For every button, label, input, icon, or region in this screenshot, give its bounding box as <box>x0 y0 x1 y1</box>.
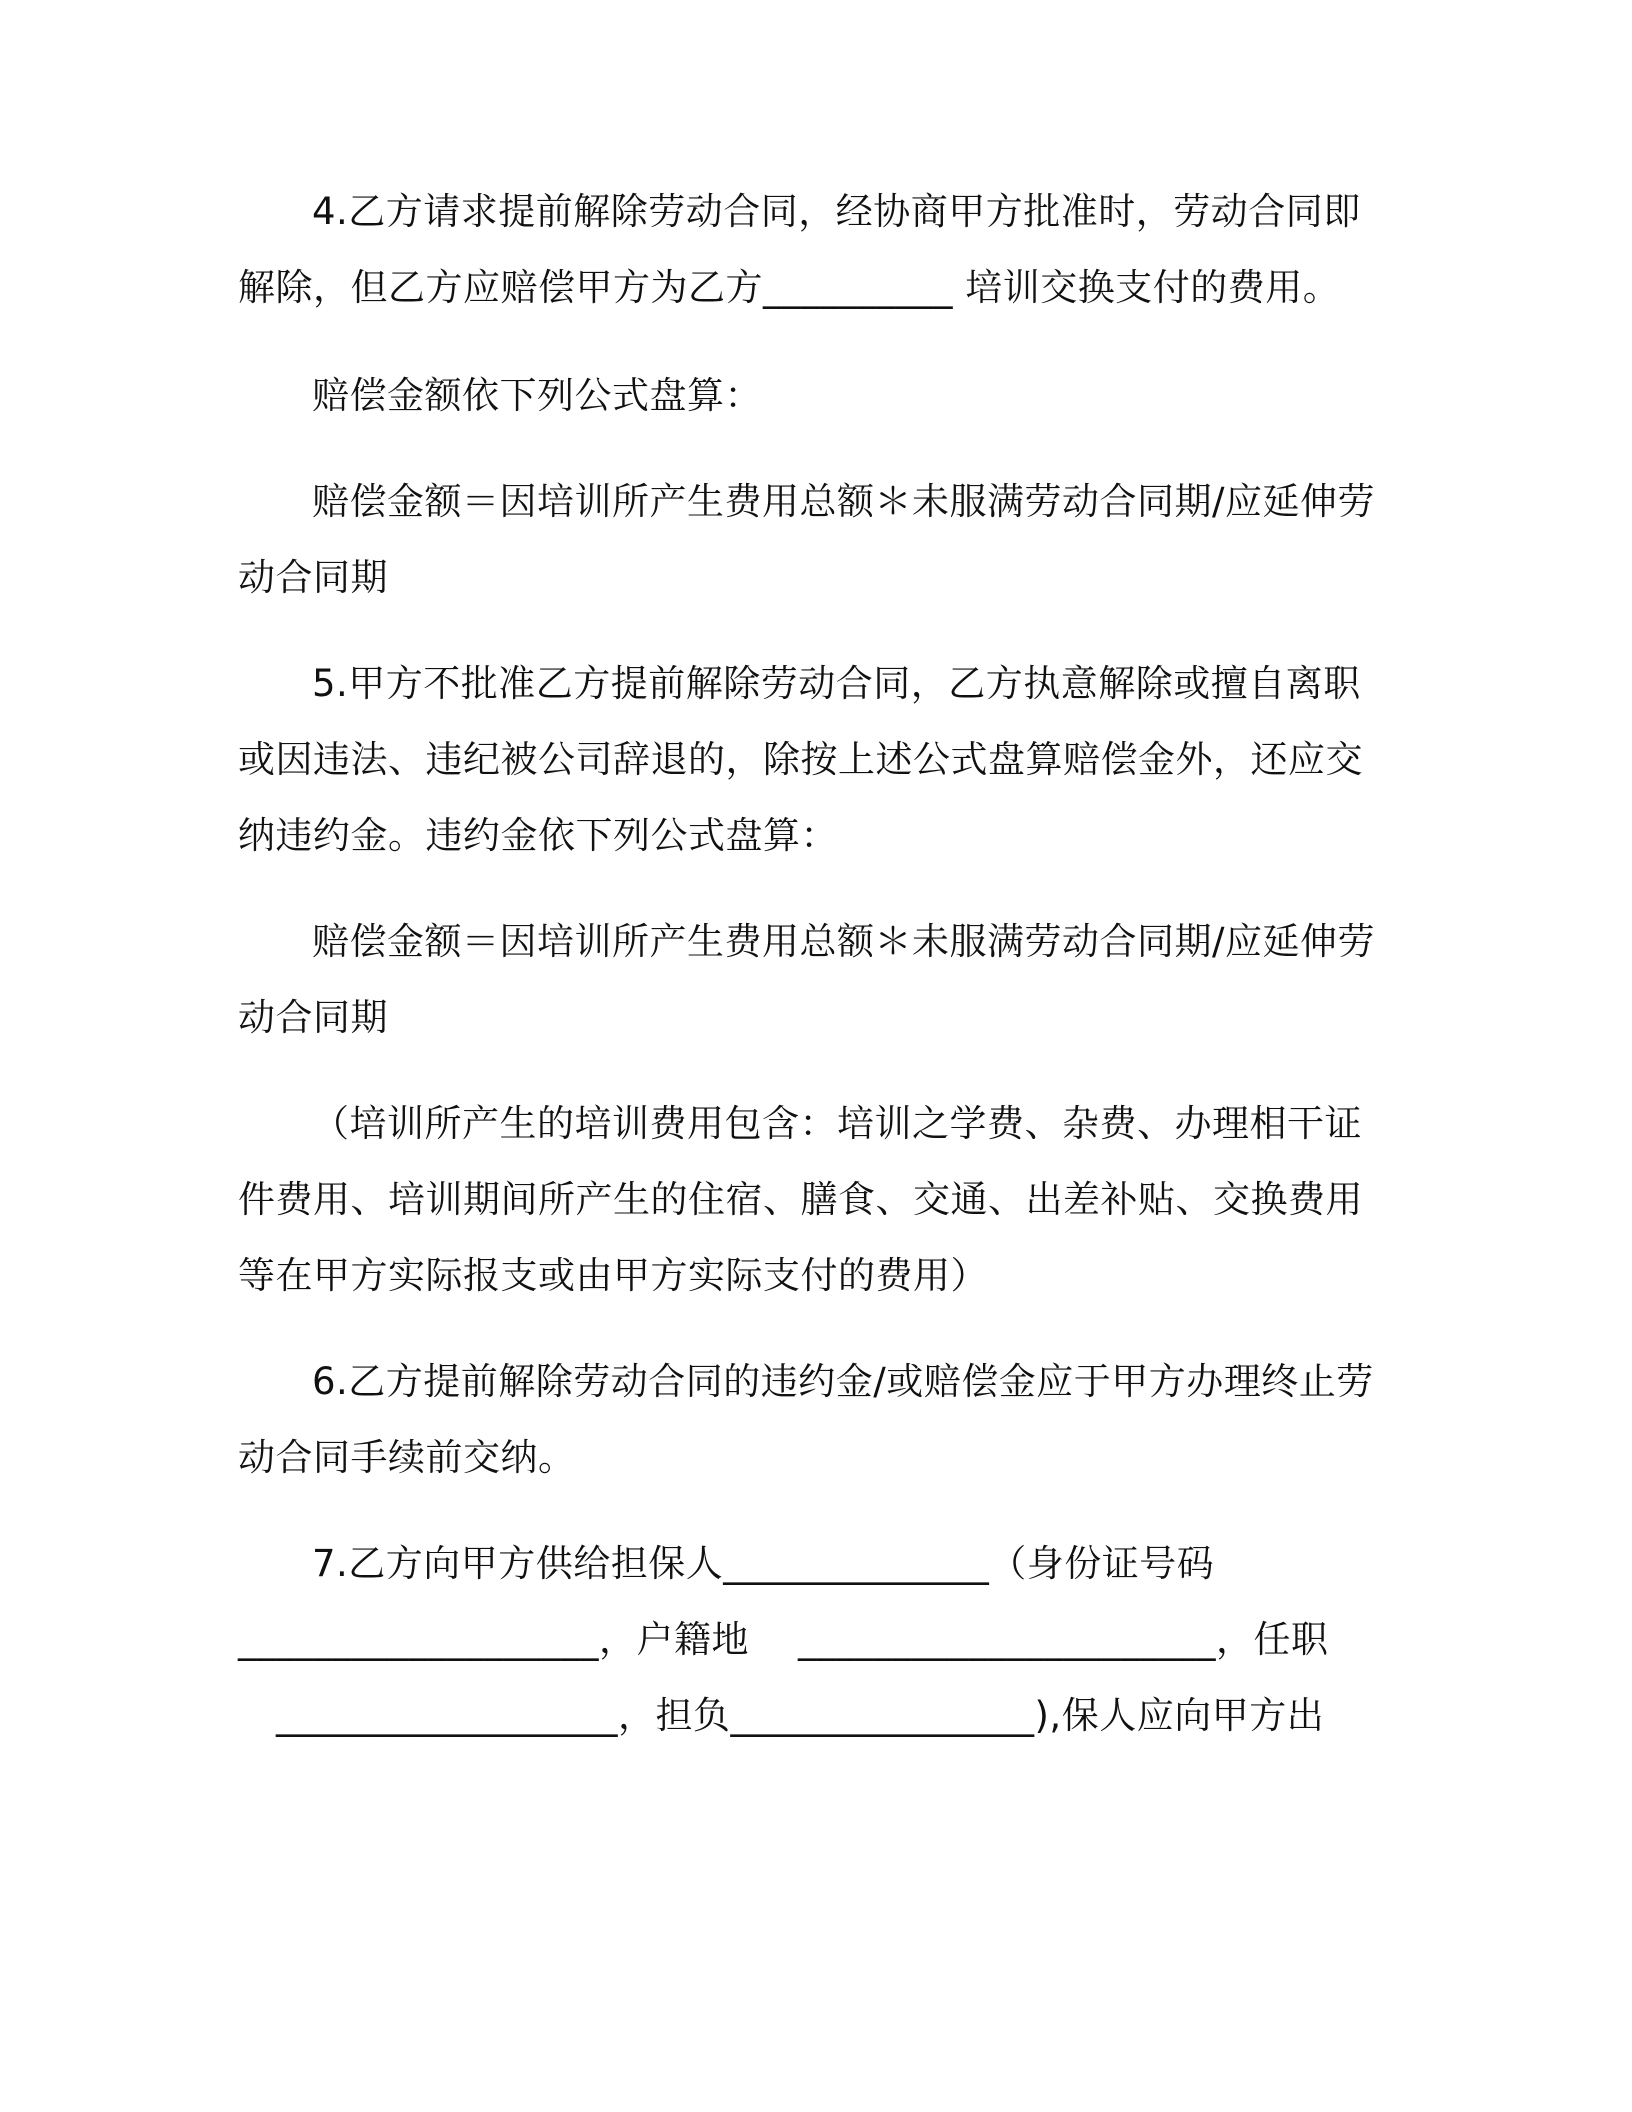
formula-1-line-2: 动合同期 <box>238 556 388 599</box>
paragraph-7-line-2: ___________________，户籍地 ______________________，任职 <box>238 1618 1329 1661</box>
formula-2-line-2: 动合同期 <box>238 996 388 1039</box>
paragraph-5-line-3: 纳违约金。违约金依下列公式盘算： <box>238 814 838 857</box>
paragraph-5-line-2: 或因违法、违纪被公司辞退的，除按上述公式盘算赔偿金外，还应交 <box>238 738 1363 781</box>
formula-1-line-1: 赔偿金额＝因培训所产生费用总额＊未服满劳动合同期/应延伸劳 <box>312 480 1375 523</box>
paragraph-6-line-2: 动合同手续前交纳。 <box>238 1436 576 1479</box>
formula-2-line-1: 赔偿金额＝因培训所产生费用总额＊未服满劳动合同期/应延伸劳 <box>312 920 1375 963</box>
paragraph-4-line-2: 解除，但乙方应赔偿甲方为乙方__________ 培训交换支付的费用。 <box>238 266 1341 309</box>
paragraph-5-line-1: 5.甲方不批准乙方提前解除劳动合同，乙方执意解除或擅自离职 <box>312 662 1361 705</box>
paragraph-6-line-1: 6.乙方提前解除劳动合同的违约金/或赔偿金应于甲方办理终止劳 <box>312 1360 1374 1403</box>
formula-intro: 赔偿金额依下列公式盘算： <box>312 374 762 417</box>
paragraph-4-line-1: 4.乙方请求提前解除劳动合同，经协商甲方批准时，劳动合同即 <box>312 190 1361 233</box>
training-cost-note-line-1: （培训所产生的培训费用包含：培训之学费、杂费、办理相干证 <box>312 1102 1362 1145</box>
training-cost-note-line-2: 件费用、培训期间所产生的住宿、膳食、交通、出差补贴、交换费用 <box>238 1178 1363 1221</box>
paragraph-7-line-3: __________________，担负________________),保人应向甲方出 <box>276 1694 1325 1737</box>
training-cost-note-line-3: 等在甲方实际报支或由甲方实际支付的费用） <box>238 1254 988 1297</box>
paragraph-7-line-1: 7.乙方向甲方供给担保人______________（身份证号码 <box>312 1542 1215 1585</box>
